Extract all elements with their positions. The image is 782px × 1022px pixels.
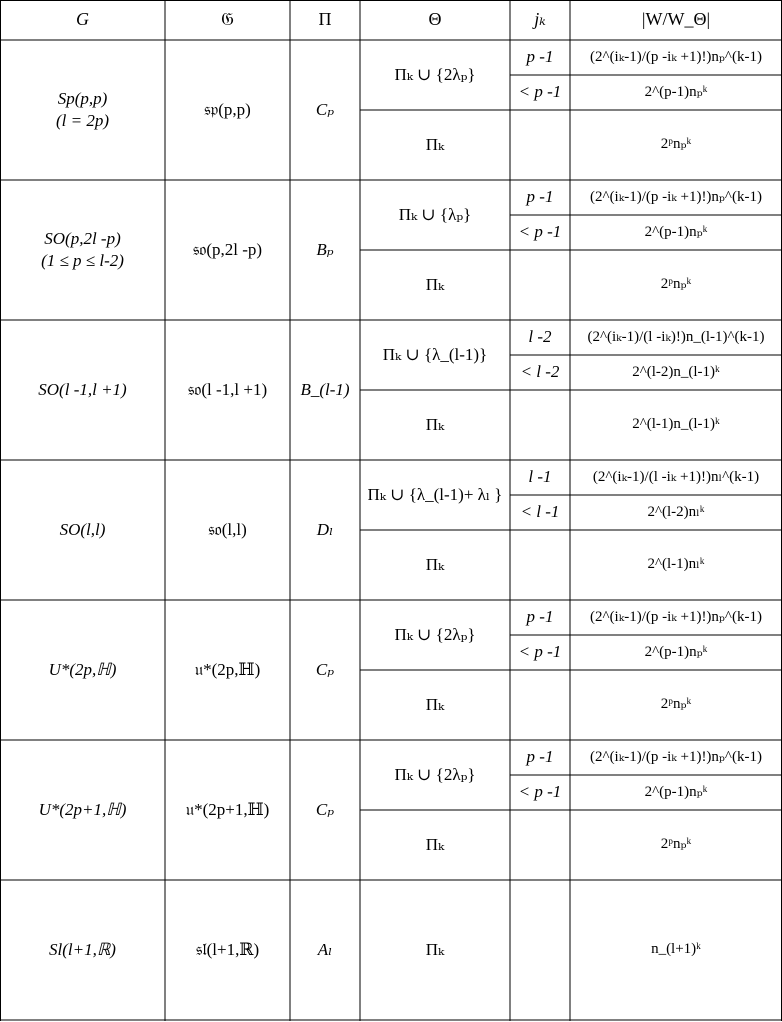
header-g: G bbox=[76, 9, 89, 30]
weyl-ratio-less: 2^(l-2)n_(l-1)ᵏ bbox=[632, 363, 720, 380]
theta-set-base: Πₖ bbox=[425, 834, 445, 854]
theta-set: Πₖ bbox=[425, 939, 445, 959]
theta-set-base: Πₖ bbox=[425, 134, 445, 154]
lie-algebra: 𝔰𝔩(l+1,ℝ) bbox=[195, 939, 260, 959]
weyl-ratio-less: 2^(p-1)nₚᵏ bbox=[644, 223, 708, 240]
jk-value-equal: l -2 bbox=[528, 327, 552, 347]
theta-set-extended: Πₖ ∪ {2λₚ} bbox=[394, 64, 476, 84]
group-name-line1: SO(l,l) bbox=[59, 519, 106, 539]
weyl-ratio-less: 2^(p-1)nₚᵏ bbox=[644, 83, 708, 100]
group-name-line1: U*(2p+1,ℍ) bbox=[38, 799, 127, 819]
weyl-ratio-base: 2ᵖnₚᵏ bbox=[660, 836, 692, 853]
theta-set-base: Πₖ bbox=[425, 274, 445, 294]
theta-set-extended: Πₖ ∪ {2λₚ} bbox=[394, 624, 476, 644]
group-name bbox=[0, 880, 165, 1020]
root-system-pi: Cₚ bbox=[315, 799, 335, 819]
group-name bbox=[0, 320, 165, 460]
header-weyl-ratio: |W/W_Θ| bbox=[641, 9, 711, 30]
group-name-line1: SO(p,2l -p) bbox=[44, 228, 121, 248]
jk-value-equal: p -1 bbox=[526, 607, 554, 627]
lie-algebra: 𝔰𝔬(l -1,l +1) bbox=[187, 379, 268, 399]
weyl-ratio-less: 2^(l-2)nₗᵏ bbox=[647, 503, 705, 520]
group-name-line2: (1 ≤ p ≤ l-2) bbox=[41, 251, 124, 270]
root-system-pi: Dₗ bbox=[316, 519, 334, 539]
group-name bbox=[0, 740, 165, 880]
root-system-pi: Aₗ bbox=[317, 939, 333, 959]
header-lie-algebra: 𝔊 bbox=[221, 9, 234, 30]
lie-algebra: 𝔲*(2p+1,ℍ) bbox=[185, 799, 270, 819]
jk-value-equal: p -1 bbox=[526, 47, 554, 67]
group-name-line1: Sp(p,p) bbox=[57, 88, 108, 108]
weyl-ratio-less: 2^(p-1)nₚᵏ bbox=[644, 783, 708, 800]
group-name-line2: (l = 2p) bbox=[55, 111, 110, 130]
theta-set-base: Πₖ bbox=[425, 694, 445, 714]
weyl-ratio-equal: (2^(iₖ-1)/(l -iₖ +1)!)nₗ^(k-1) bbox=[592, 468, 760, 485]
theta-set-extended: Πₖ ∪ {λ_(l-1)+ λₗ } bbox=[367, 484, 503, 504]
theta-set-extended: Πₖ ∪ {λ_(l-1)} bbox=[382, 344, 488, 364]
group-name-line1: Sl(l+1,ℝ) bbox=[49, 939, 116, 959]
root-system-pi: B_(l-1) bbox=[300, 379, 350, 399]
group-name bbox=[0, 180, 165, 320]
theta-set-extended: Πₖ ∪ {2λₚ} bbox=[394, 764, 476, 784]
jk-value-less: < l -2 bbox=[520, 362, 560, 382]
jk-value-less: < p -1 bbox=[518, 82, 562, 102]
weyl-ratio-equal: (2^(iₖ-1)/(l -iₖ)!)n_(l-1)^(k-1) bbox=[587, 328, 765, 345]
weyl-ratio-equal: (2^(iₖ-1)/(p -iₖ +1)!)nₚ^(k-1) bbox=[590, 188, 762, 205]
jk-value-equal: p -1 bbox=[526, 187, 554, 207]
group-name bbox=[0, 40, 165, 180]
root-system-pi: Cₚ bbox=[315, 99, 335, 119]
theta-set-extended: Πₖ ∪ {λₚ} bbox=[398, 204, 472, 224]
lie-algebra: 𝔲*(2p,ℍ) bbox=[194, 659, 261, 679]
header-jk: jₖ bbox=[534, 9, 546, 30]
weyl-ratio-equal: (2^(iₖ-1)/(p -iₖ +1)!)nₚ^(k-1) bbox=[590, 608, 762, 625]
root-system-pi: Bₚ bbox=[316, 239, 334, 259]
lie-algebra: 𝔰𝔭(p,p) bbox=[204, 99, 251, 119]
jk-value-less: < p -1 bbox=[518, 782, 562, 802]
weyl-ratio-base: 2ᵖnₚᵏ bbox=[660, 136, 692, 153]
root-system-pi: Cₚ bbox=[315, 659, 335, 679]
lie-algebra: 𝔰𝔬(l,l) bbox=[208, 519, 247, 539]
weyl-ratio-base: 2ᵖnₚᵏ bbox=[660, 696, 692, 713]
weyl-ratio-base: 2ᵖnₚᵏ bbox=[660, 276, 692, 293]
weyl-ratio: n_(l+1)ᵏ bbox=[651, 941, 701, 958]
group-name-line1: U*(2p,ℍ) bbox=[48, 659, 117, 679]
weyl-ratio-base: 2^(l-1)nₗᵏ bbox=[647, 556, 705, 573]
jk-value-equal: p -1 bbox=[526, 747, 554, 767]
header-theta: Θ bbox=[428, 9, 442, 30]
theta-set-base: Πₖ bbox=[425, 414, 445, 434]
theta-set-base: Πₖ bbox=[425, 554, 445, 574]
weyl-ratio-equal: (2^(iₖ-1)/(p -iₖ +1)!)nₚ^(k-1) bbox=[590, 748, 762, 765]
lie-algebra: 𝔰𝔬(p,2l -p) bbox=[192, 239, 263, 259]
jk-value-equal: l -1 bbox=[528, 467, 552, 487]
weyl-ratio-less: 2^(p-1)nₚᵏ bbox=[644, 643, 708, 660]
group-name bbox=[0, 600, 165, 740]
jk-value-less: < p -1 bbox=[518, 642, 562, 662]
group-name bbox=[0, 460, 165, 600]
jk-value-less: < l -1 bbox=[520, 502, 560, 522]
weyl-ratio-base: 2^(l-1)n_(l-1)ᵏ bbox=[632, 416, 720, 433]
group-name-line1: SO(l -1,l +1) bbox=[38, 379, 127, 399]
header-pi: Π bbox=[318, 9, 332, 30]
weyl-ratio-equal: (2^(iₖ-1)/(p -iₖ +1)!)nₚ^(k-1) bbox=[590, 48, 762, 65]
jk-value-less: < p -1 bbox=[518, 222, 562, 242]
